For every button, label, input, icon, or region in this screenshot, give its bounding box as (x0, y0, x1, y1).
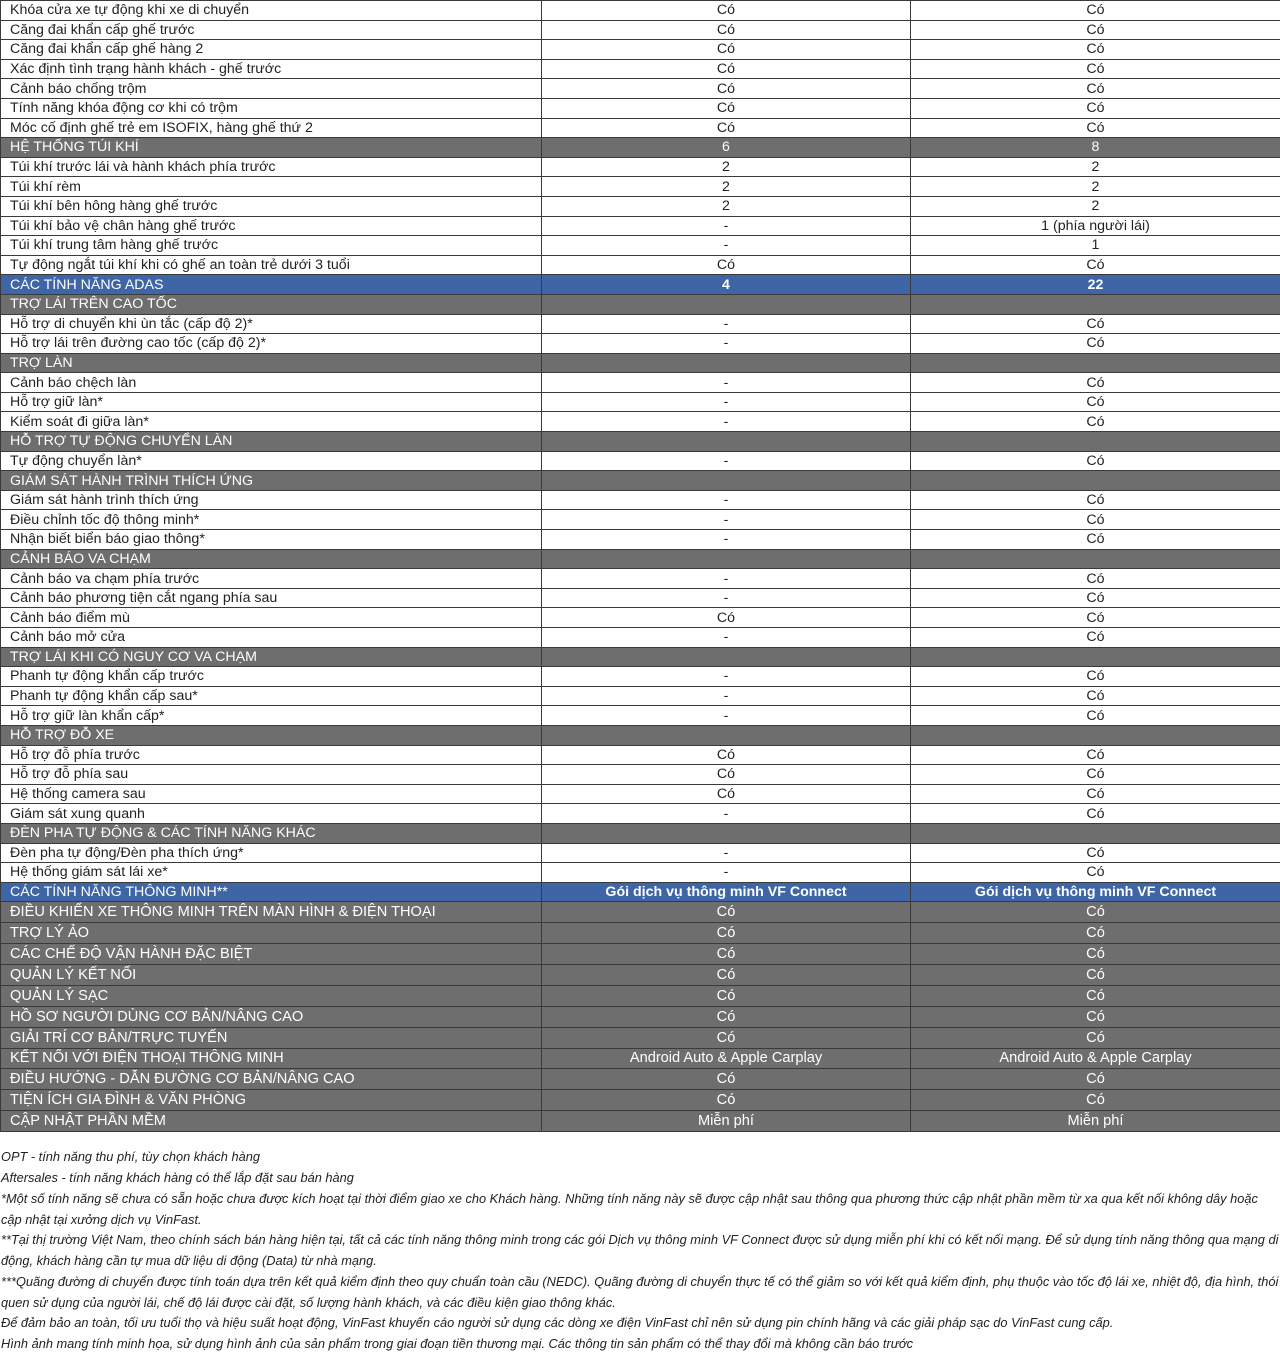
feature-row (1, 784, 1280, 804)
value-version-2: Có (911, 1090, 1280, 1111)
value-version-1: 2 (542, 177, 911, 197)
feature-label: HỒ SƠ NGƯỜI DÙNG CƠ BẢN/NÂNG CAO (1, 1006, 542, 1027)
value-version-2: Có (911, 451, 1280, 471)
value-version-1 (542, 823, 911, 843)
feature-label: Hỗ trợ giữ làn khẩn cấp* (1, 706, 542, 726)
feature-label: GIÁM SÁT HÀNH TRÌNH THÍCH ỨNG (1, 471, 542, 491)
value-version-1: Có (542, 98, 911, 118)
value-version-2: Có (911, 902, 1280, 923)
footnote: *Một số tính năng sẽ chưa có sẵn hoặc chưa được kích hoạt tại thời điểm giao xe cho Khách hàng. Những tính năng này sẽ được cập nhật sau thông qua phương thức cập nhật phần mềm từ xa qua kết nối không dây hoặc cập nhật tại xưởng dịch vụ VinFast. (1, 1190, 1258, 1227)
value-version-2: Có (911, 765, 1280, 785)
value-version-1: - (542, 392, 911, 412)
value-version-1: Có (542, 923, 911, 944)
feature-row (1, 510, 1280, 530)
value-version-1 (542, 471, 911, 491)
value-version-1: - (542, 667, 911, 687)
value-version-1: 6 (542, 138, 911, 158)
feature-label: Hỗ trợ đỗ phía sau (1, 765, 542, 785)
smart-feature-row (1, 1111, 1280, 1132)
feature-row (1, 843, 1280, 863)
feature-label: Xác định tình trạng hành khách - ghế trước (1, 59, 542, 79)
value-version-1: Android Auto & Apple Carplay (542, 1048, 911, 1069)
feature-label: QUẢN LÝ SẠC (1, 985, 542, 1006)
feature-label: HỖ TRỢ TỰ ĐỘNG CHUYỂN LÀN (1, 432, 542, 452)
feature-row (1, 59, 1280, 79)
section-header-row (1, 432, 1280, 452)
value-version-2 (911, 353, 1280, 373)
value-version-1: Có (542, 1069, 911, 1090)
feature-label: Giám sát xung quanh (1, 804, 542, 824)
value-version-2: Có (911, 964, 1280, 985)
feature-row (1, 157, 1280, 177)
value-version-1: - (542, 628, 911, 648)
value-version-1: Có (542, 902, 911, 923)
feature-label: Túi khí trung tâm hàng ghế trước (1, 236, 542, 256)
feature-label: Phanh tự động khẩn cấp sau* (1, 686, 542, 706)
value-version-2: Có (911, 1069, 1280, 1090)
value-version-1: Có (542, 1006, 911, 1027)
footnote: Để đảm bảo an toàn, tối ưu tuổi thọ và hiệu suất hoạt động, VinFast khuyến cáo người sử dụng các dòng xe điện VinFast chỉ nên sử dụng pin chính hãng và các giải pháp sạc do VinFast cung cấp. (1, 1315, 1114, 1331)
value-version-1: - (542, 236, 911, 256)
feature-row (1, 765, 1280, 785)
value-version-1: Có (542, 1, 911, 21)
value-version-2: Có (911, 1027, 1280, 1048)
value-version-1: - (542, 530, 911, 550)
value-version-1: Có (542, 255, 911, 275)
value-version-2 (911, 549, 1280, 569)
value-version-2: Có (911, 334, 1280, 354)
feature-row (1, 569, 1280, 589)
smart-feature-row (1, 1090, 1280, 1111)
feature-row (1, 373, 1280, 393)
value-version-1 (542, 353, 911, 373)
feature-label: Đèn pha tự động/Đèn pha thích ứng* (1, 843, 542, 863)
feature-label: CẬP NHẬT PHẦN MỀM (1, 1111, 542, 1132)
value-version-2: Có (911, 1006, 1280, 1027)
smart-feature-row (1, 985, 1280, 1006)
value-version-1: Có (542, 765, 911, 785)
feature-label: Móc cố định ghế trẻ em ISOFIX, hàng ghế thứ 2 (1, 118, 542, 138)
feature-label: Túi khí rèm (1, 177, 542, 197)
feature-row (1, 392, 1280, 412)
feature-row (1, 314, 1280, 334)
value-version-1: - (542, 804, 911, 824)
feature-row (1, 863, 1280, 883)
value-version-2: Có (911, 843, 1280, 863)
feature-label: TRỢ LÁI TRÊN CAO TỐC (1, 294, 542, 314)
smart-feature-row (1, 1069, 1280, 1090)
value-version-2 (911, 647, 1280, 667)
feature-row (1, 334, 1280, 354)
section-header-row (1, 647, 1280, 667)
value-version-2: 8 (911, 138, 1280, 158)
value-version-1: Có (542, 20, 911, 40)
value-version-2 (911, 725, 1280, 745)
value-version-2: Có (911, 923, 1280, 944)
feature-label: Cảnh báo chệch làn (1, 373, 542, 393)
feature-label: Cảnh báo mở cửa (1, 628, 542, 648)
feature-label: Nhận biết biển báo giao thông* (1, 530, 542, 550)
value-version-1: - (542, 569, 911, 589)
feature-label: TIỆN ÍCH GIA ĐÌNH & VĂN PHÒNG (1, 1090, 542, 1111)
feature-row (1, 40, 1280, 60)
value-version-2: Có (911, 392, 1280, 412)
feature-row (1, 20, 1280, 40)
feature-label: Tính năng khóa động cơ khi có trộm (1, 98, 542, 118)
value-version-1: Miễn phí (542, 1111, 911, 1132)
value-version-2: Android Auto & Apple Carplay (911, 1048, 1280, 1069)
value-version-1: 4 (542, 275, 911, 295)
feature-label: Căng đai khẩn cấp ghế trước (1, 20, 542, 40)
feature-label: Tự động chuyển làn* (1, 451, 542, 471)
value-version-1: - (542, 843, 911, 863)
value-version-1: Có (542, 118, 911, 138)
value-version-2: Gói dịch vụ thông minh VF Connect (911, 882, 1280, 902)
value-version-1: Có (542, 985, 911, 1006)
smart-feature-row (1, 923, 1280, 944)
value-version-2: Có (911, 706, 1280, 726)
value-version-2: Có (911, 40, 1280, 60)
value-version-1: Có (542, 784, 911, 804)
value-version-1: - (542, 412, 911, 432)
value-version-2: Có (911, 804, 1280, 824)
value-version-2 (911, 471, 1280, 491)
footnote: Aftersales - tính năng khách hàng có thể lắp đặt sau bán hàng (1, 1169, 354, 1185)
value-version-2: Có (911, 510, 1280, 530)
value-version-1: - (542, 451, 911, 471)
value-version-1: Có (542, 40, 911, 60)
feature-row (1, 608, 1280, 628)
value-version-1: - (542, 588, 911, 608)
feature-label: Tự động ngắt túi khí khi có ghế an toàn trẻ dưới 3 tuổi (1, 255, 542, 275)
footnote: ***Quãng đường di chuyển được tính toán dựa trên kết quả kiểm định theo quy chuẩn toàn cầu (NEDC). Quãng đường di chuyển thực tế có thể giảm so với kết quả kiểm định, phụ thuộc vào tốc độ lái xe, nhiệt độ, địa hình, thói quen sử dụng của người lái, chế độ lái được cài đặt, số lượng hành khách, và các điều kiện giao thông khác. (1, 1273, 1279, 1310)
value-version-2: Có (911, 98, 1280, 118)
value-version-2: Có (911, 863, 1280, 883)
feature-label: Hỗ trợ lái trên đường cao tốc (cấp độ 2)* (1, 334, 542, 354)
section-header-row (1, 294, 1280, 314)
feature-label: Giám sát hành trình thích ứng (1, 490, 542, 510)
feature-label: Hệ thống giám sát lái xe* (1, 863, 542, 883)
value-version-2: Có (911, 412, 1280, 432)
value-version-1: Có (542, 964, 911, 985)
feature-row (1, 706, 1280, 726)
value-version-2: Có (911, 490, 1280, 510)
smart-feature-row (1, 1006, 1280, 1027)
section-header-row (1, 138, 1280, 158)
feature-label: Cảnh báo điểm mù (1, 608, 542, 628)
feature-label: ĐIỀU KHIỂN XE THÔNG MINH TRÊN MÀN HÌNH & ĐIỆN THOẠI (1, 902, 542, 923)
value-version-2: Có (911, 373, 1280, 393)
footnotes (0, 1132, 1280, 1355)
value-version-2: Có (911, 118, 1280, 138)
feature-label: ĐÈN PHA TỰ ĐỘNG & CÁC TÍNH NĂNG KHÁC (1, 823, 542, 843)
feature-label: Hỗ trợ giữ làn* (1, 392, 542, 412)
value-version-2: Có (911, 608, 1280, 628)
feature-label: Khóa cửa xe tự động khi xe di chuyển (1, 1, 542, 21)
feature-row (1, 255, 1280, 275)
feature-row (1, 588, 1280, 608)
feature-row (1, 118, 1280, 138)
value-version-1: - (542, 863, 911, 883)
feature-label: Cảnh báo va chạm phía trước (1, 569, 542, 589)
value-version-2: Có (911, 569, 1280, 589)
value-version-2: 22 (911, 275, 1280, 295)
value-version-2: Có (911, 1, 1280, 21)
feature-row (1, 686, 1280, 706)
feature-label: Túi khí bên hông hàng ghế trước (1, 196, 542, 216)
value-version-2: Có (911, 530, 1280, 550)
value-version-2: Có (911, 985, 1280, 1006)
feature-label: CẢNH BÁO VA CHẠM (1, 549, 542, 569)
value-version-2: Có (911, 686, 1280, 706)
feature-row (1, 79, 1280, 99)
feature-row (1, 804, 1280, 824)
value-version-2: Miễn phí (911, 1111, 1280, 1132)
feature-row (1, 490, 1280, 510)
value-version-1 (542, 549, 911, 569)
value-version-1: Có (542, 1027, 911, 1048)
footnote: Hình ảnh mang tính minh họa, sử dụng hình ảnh của sản phẩm trong giai đoạn tiền thương mại. Các thông tin sản phẩm có thể thay đổi mà không cần báo trước (1, 1336, 913, 1352)
feature-label: Cảnh báo chống trộm (1, 79, 542, 99)
value-version-2: Có (911, 944, 1280, 965)
value-version-2: Có (911, 784, 1280, 804)
feature-row (1, 667, 1280, 687)
value-version-1: - (542, 373, 911, 393)
feature-label: Hỗ trợ di chuyển khi ùn tắc (cấp độ 2)* (1, 314, 542, 334)
value-version-2: 2 (911, 177, 1280, 197)
value-version-2: Có (911, 628, 1280, 648)
value-version-2: 2 (911, 196, 1280, 216)
value-version-2: Có (911, 588, 1280, 608)
feature-label: Phanh tự động khẩn cấp trước (1, 667, 542, 687)
value-version-2: Có (911, 667, 1280, 687)
value-version-2: Có (911, 314, 1280, 334)
section-header-row (1, 725, 1280, 745)
feature-row (1, 451, 1280, 471)
feature-label: QUẢN LÝ KẾT NỐI (1, 964, 542, 985)
feature-label: Điều chỉnh tốc độ thông minh* (1, 510, 542, 530)
category-header-row (1, 882, 1280, 902)
value-version-1: Có (542, 59, 911, 79)
value-version-1: 2 (542, 157, 911, 177)
value-version-1: Có (542, 745, 911, 765)
feature-label: HỆ THỐNG TÚI KHÍ (1, 138, 542, 158)
value-version-1 (542, 725, 911, 745)
value-version-1: 2 (542, 196, 911, 216)
feature-row (1, 196, 1280, 216)
smart-feature-row (1, 964, 1280, 985)
value-version-2: Có (911, 255, 1280, 275)
feature-label: TRỢ LÁI KHI CÓ NGUY CƠ VA CHẠM (1, 647, 542, 667)
category-header-row (1, 275, 1280, 295)
feature-row (1, 98, 1280, 118)
footnote: **Tại thị trường Việt Nam, theo chính sách bán hàng hiện tại, tất cả các tính năng thông minh trong các gói Dịch vụ thông minh VF Connect được sử dụng miễn phí khi có kết nối mạng. Để sử dụng tính năng thông qua mạng di động, khách hàng cần tự mua dữ liệu di động (Data) từ nhà mạng. (1, 1232, 1279, 1269)
feature-row (1, 216, 1280, 236)
value-version-1 (542, 294, 911, 314)
value-version-2: Có (911, 745, 1280, 765)
value-version-1 (542, 432, 911, 452)
value-version-1: - (542, 314, 911, 334)
feature-label: Túi khí trước lái và hành khách phía trước (1, 157, 542, 177)
feature-row (1, 745, 1280, 765)
feature-row (1, 1, 1280, 21)
feature-label: Túi khí bảo vệ chân hàng ghế trước (1, 216, 542, 236)
value-version-1: - (542, 686, 911, 706)
value-version-1: - (542, 216, 911, 236)
smart-feature-row (1, 1027, 1280, 1048)
value-version-1: - (542, 334, 911, 354)
spec-table-body (1, 1, 1280, 1132)
smart-feature-row (1, 1048, 1280, 1069)
value-version-2: 1 (phía người lái) (911, 216, 1280, 236)
value-version-1: - (542, 490, 911, 510)
feature-label: CÁC CHẾ ĐỘ VẬN HÀNH ĐẶC BIỆT (1, 944, 542, 965)
feature-label: TRỢ LÝ ẢO (1, 923, 542, 944)
smart-feature-row (1, 902, 1280, 923)
feature-label: TRỢ LÀN (1, 353, 542, 373)
smart-feature-row (1, 944, 1280, 965)
value-version-1: - (542, 510, 911, 530)
feature-label: GIẢI TRÍ CƠ BẢN/TRỰC TUYẾN (1, 1027, 542, 1048)
feature-label: CÁC TÍNH NĂNG ADAS (1, 275, 542, 295)
value-version-1: Có (542, 944, 911, 965)
value-version-2: Có (911, 20, 1280, 40)
value-version-1: Gói dịch vụ thông minh VF Connect (542, 882, 911, 902)
value-version-2: 2 (911, 157, 1280, 177)
feature-label: Hỗ trợ đỗ phía trước (1, 745, 542, 765)
feature-label: Căng đai khẩn cấp ghế hàng 2 (1, 40, 542, 60)
feature-label: CÁC TÍNH NĂNG THÔNG MINH** (1, 882, 542, 902)
value-version-2 (911, 823, 1280, 843)
value-version-2 (911, 432, 1280, 452)
feature-row (1, 412, 1280, 432)
value-version-1 (542, 647, 911, 667)
feature-row (1, 530, 1280, 550)
feature-label: Cảnh báo phương tiện cắt ngang phía sau (1, 588, 542, 608)
section-header-row (1, 823, 1280, 843)
value-version-2 (911, 294, 1280, 314)
value-version-2: Có (911, 79, 1280, 99)
section-header-row (1, 549, 1280, 569)
feature-row (1, 177, 1280, 197)
section-header-row (1, 353, 1280, 373)
value-version-1: - (542, 706, 911, 726)
value-version-1: Có (542, 608, 911, 628)
section-header-row (1, 471, 1280, 491)
feature-label: Hệ thống camera sau (1, 784, 542, 804)
value-version-2: Có (911, 59, 1280, 79)
feature-label: Kiểm soát đi giữa làn* (1, 412, 542, 432)
feature-row (1, 628, 1280, 648)
feature-label: KẾT NỐI VỚI ĐIỆN THOẠI THÔNG MINH (1, 1048, 542, 1069)
footnote: OPT - tính năng thu phí, tùy chọn khách hàng (1, 1149, 260, 1165)
feature-row (1, 236, 1280, 256)
feature-label: ĐIỀU HƯỚNG - DẪN ĐƯỜNG CƠ BẢN/NÂNG CAO (1, 1069, 542, 1090)
value-version-1: Có (542, 1090, 911, 1111)
feature-label: HỖ TRỢ ĐỖ XE (1, 725, 542, 745)
value-version-1: Có (542, 79, 911, 99)
value-version-2: 1 (911, 236, 1280, 256)
